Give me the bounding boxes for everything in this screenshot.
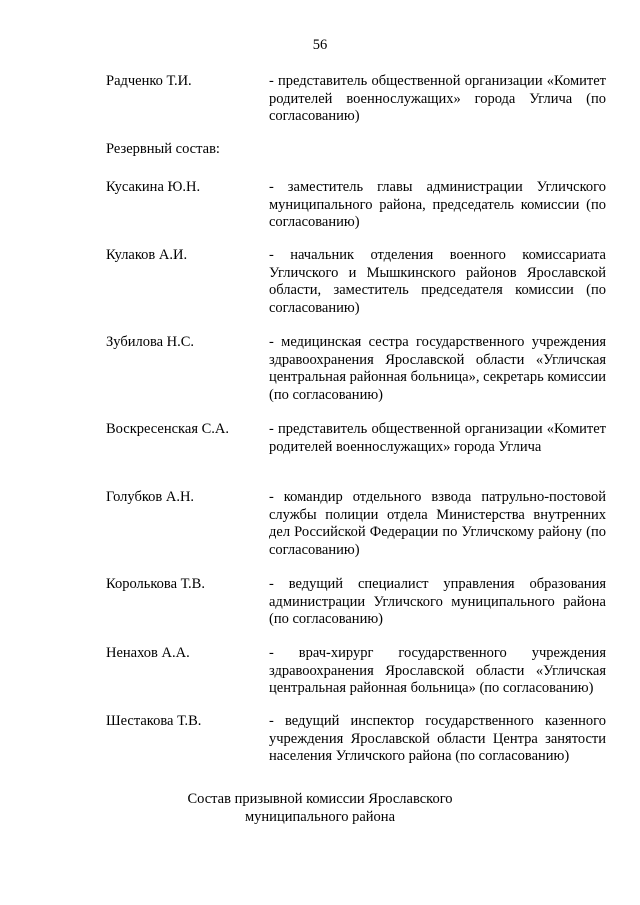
member-role: - представитель общественной организации «Комитет родителей военнослужащих» города Углича (по согласованию) xyxy=(269,73,606,124)
member-name: Голубков А.Н. xyxy=(106,489,195,505)
member-role: - заместитель главы администрации Угличского муниципального района, председатель комиссии (по согласованию) xyxy=(269,179,606,230)
section-title xyxy=(0,791,640,826)
member-name: Воскресенская С.А. xyxy=(106,421,230,437)
member-name: Кулаков А.И. xyxy=(106,247,188,263)
member-role: - командир отдельного взвода патрульно-постовой службы полиции отдела Министерства внутренних дел Российской Федерации по Угличскому району (по согласованию) xyxy=(269,489,606,558)
member-name: Кусакина Ю.Н. xyxy=(106,179,201,195)
section-title-line: Состав призывной комиссии Ярославского xyxy=(187,791,453,807)
member-name: Королькова Т.В. xyxy=(106,576,205,592)
member-name: Радченко Т.И. xyxy=(106,73,192,89)
section-title-line: муниципального района xyxy=(245,808,395,825)
member-name: Ненахов А.А. xyxy=(106,645,190,661)
member-role: - медицинская сестра государственного учреждения здравоохранения Ярославской области «Угличская центральная районная больница», секретарь комиссии (по согласованию) xyxy=(269,334,606,403)
member-role: - представитель общественной организации «Комитет родителей военнослужащих» города Углича xyxy=(269,421,606,455)
page-number: 56 xyxy=(312,37,328,53)
member-name: Зубилова Н.С. xyxy=(106,334,195,350)
member-role: - начальник отделения военного комиссариата Угличского и Мышкинского районов Ярославской области, заместитель председателя комиссии (по согласованию) xyxy=(269,247,606,316)
member-role: - врач-хирург государственного учреждения здравоохранения Ярославской области «Угличская центральная районная больница» (по согласованию) xyxy=(269,645,606,696)
member-role: - ведущий специалист управления образования администрации Угличского муниципального района (по согласованию) xyxy=(269,576,606,627)
member-role: - ведущий инспектор государственного казенного учреждения Ярославской области Центра занятости населения Угличского района (по согласованию) xyxy=(269,713,606,764)
reserve-heading: Резервный состав: xyxy=(106,141,220,157)
member-name: Шестакова Т.В. xyxy=(106,713,202,729)
